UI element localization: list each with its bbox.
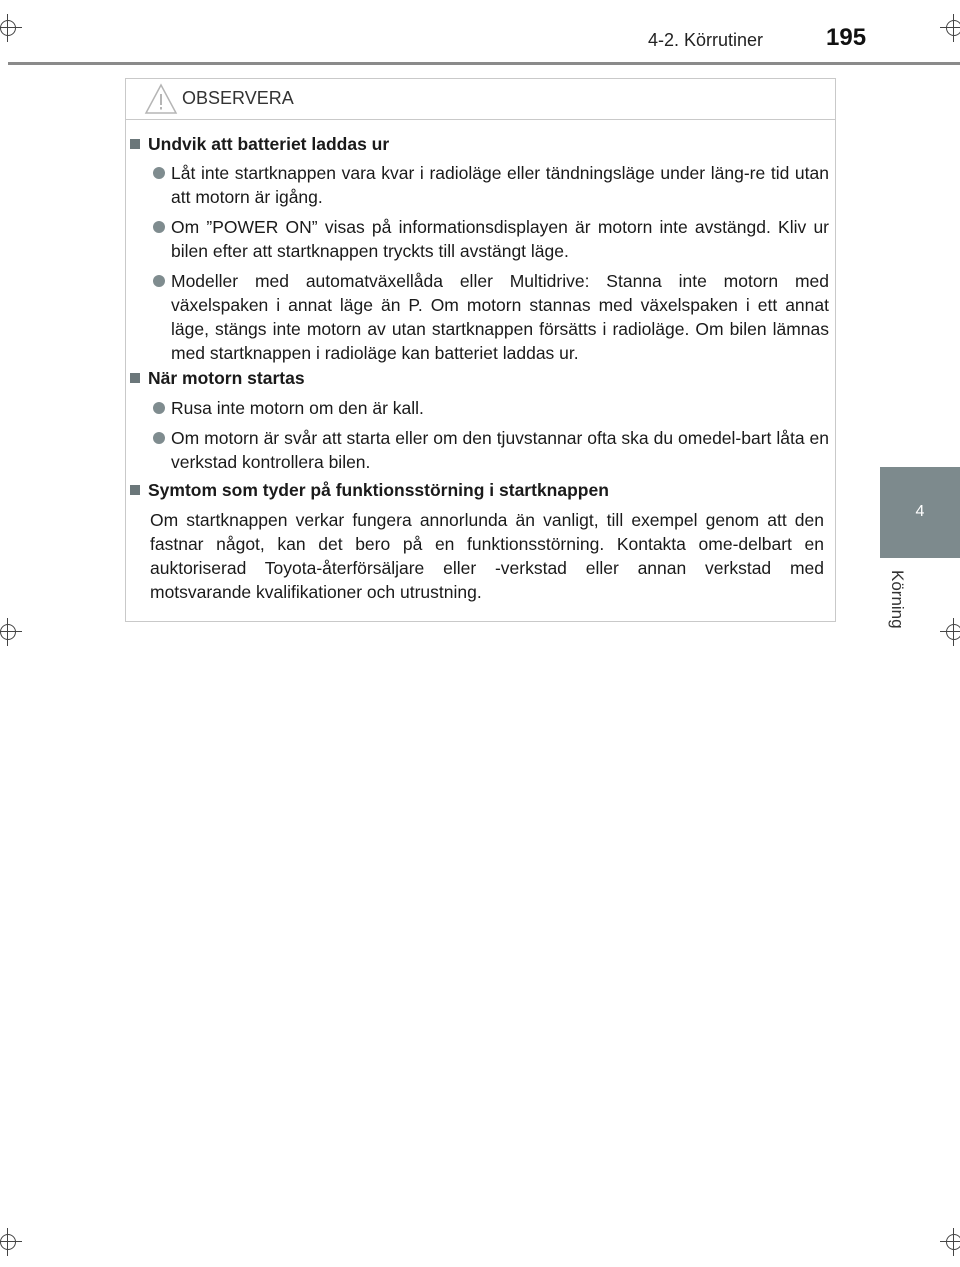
notice-box <box>125 78 836 622</box>
heading-square-marker <box>130 485 140 495</box>
chapter-label: Körning <box>888 570 907 629</box>
list-item <box>171 161 829 209</box>
registration-mark-top-left <box>0 14 22 42</box>
heading-square-marker <box>130 139 140 149</box>
list-item <box>171 396 829 420</box>
registration-mark-bottom-right <box>940 1228 960 1256</box>
section-heading <box>130 480 609 501</box>
bullet-dot <box>153 275 165 287</box>
list-item <box>171 269 829 365</box>
page-number: 195 <box>826 24 867 51</box>
list-item-text: Om motorn är svår att starta eller om den tjuvstannar ofta ska du omedel-bart låta en verkstad kontrollera bilen. <box>171 428 829 472</box>
registration-mark-mid-left <box>0 618 22 646</box>
bullet-dot <box>153 432 165 444</box>
list-item-text: Modeller med automatväxellåda eller Multidrive: Stanna inte motorn med växelspaken i annat läge än P. Om motorn stannas med växelspaken i ett annat läge, stängs inte motorn av utan startknappen försätts i radioläge. Om bilen lämnas med startknappen i radioläge kan batteriet laddas ur. <box>171 271 829 363</box>
bullet-dot <box>153 221 165 233</box>
section-paragraph: Om startknappen verkar fungera annorlunda än vanligt, till exempel genom att den fastnar något, kan det bero på en funktionsstörning. Kontakta ome-delbart en auktoriserad Toyota-återförsäljare eller -verkstad eller annan verkstad med motsvarande kvalifikationer och utrustning. <box>150 510 824 602</box>
section-heading <box>130 368 305 389</box>
section-heading-text: Undvik att batteriet laddas ur <box>148 134 390 154</box>
section-heading-text: När motorn startas <box>148 368 305 388</box>
list-item <box>171 215 829 263</box>
section-heading <box>130 134 389 155</box>
list-item-text: Rusa inte motorn om den är kall. <box>171 398 424 418</box>
heading-square-marker <box>130 373 140 383</box>
notice-title: OBSERVERA <box>182 88 294 108</box>
registration-mark-mid-right <box>940 618 960 646</box>
section-title: 4-2. Körrutiner <box>648 30 764 50</box>
list-item <box>171 426 829 474</box>
notice-header <box>126 79 835 120</box>
list-item-text: Om ”POWER ON” visas på informationsdisplayen är motorn inte avstängd. Kliv ur bilen efter att startknappen tryckts till avstängt läge. <box>171 217 829 261</box>
registration-mark-bottom-left <box>0 1228 22 1256</box>
chapter-tab <box>880 467 960 558</box>
header-rule <box>8 62 960 65</box>
bullet-dot <box>153 402 165 414</box>
warning-triangle-icon <box>144 83 178 115</box>
bullet-dot <box>153 167 165 179</box>
registration-mark-top-right <box>940 14 960 42</box>
chapter-number: 4 <box>915 503 925 520</box>
list-item-text: Låt inte startknappen vara kvar i radioläge eller tändningsläge under läng-re tid utan att motorn är igång. <box>171 163 829 207</box>
section-heading-text: Symtom som tyder på funktionsstörning i startknappen <box>148 480 609 500</box>
